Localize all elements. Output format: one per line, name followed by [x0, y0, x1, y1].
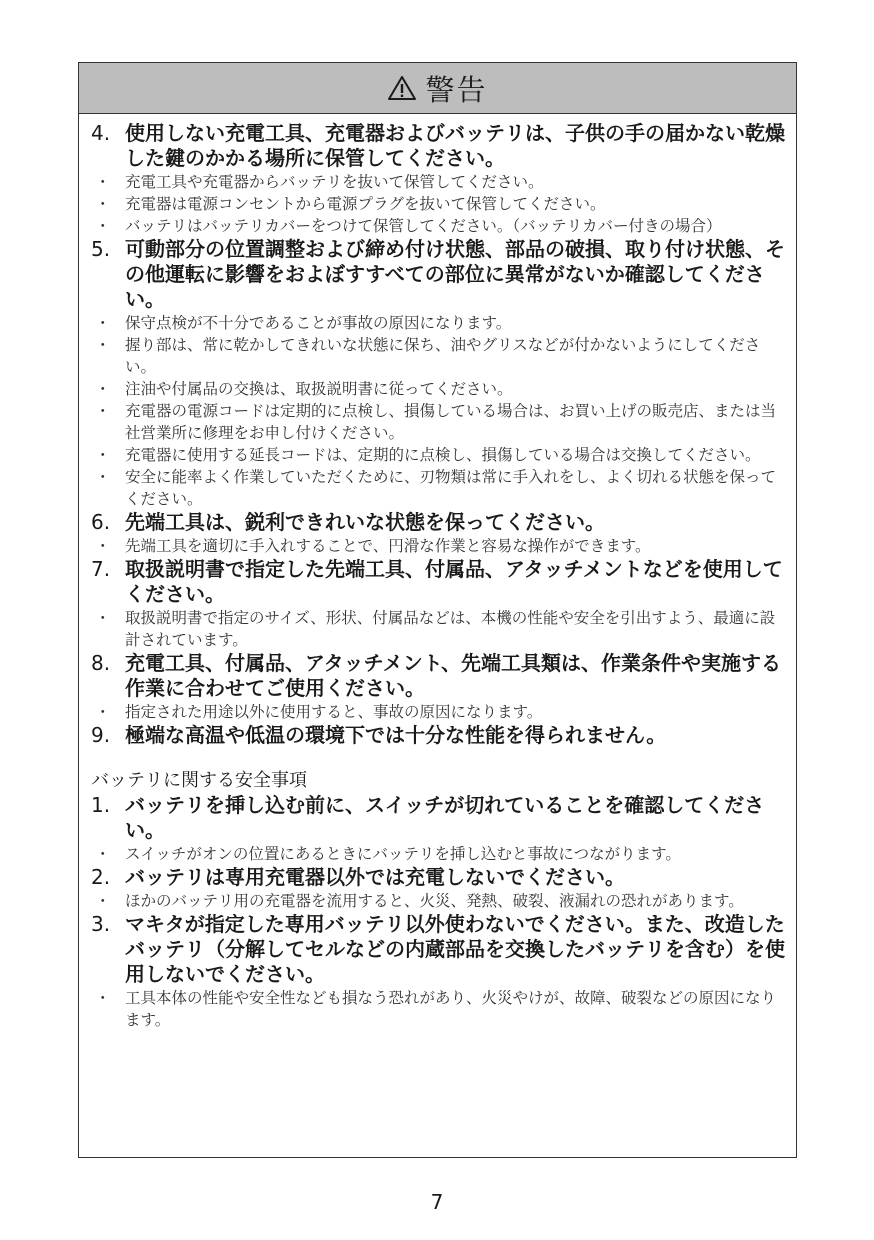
item-text: 充電工具、付属品、アタッチメント、先端工具類は、作業条件や実施する作業に合わせてご使用ください。	[125, 651, 781, 700]
item-number: 7.	[91, 557, 111, 581]
item-text: 極端な高温や低温の環境下では十分な性能を得られません。	[125, 723, 667, 747]
bullet-text: 安全に能率よく作業していただくために、刃物類は常に手入れをし、よく切れる状態を保ってください。	[125, 468, 777, 508]
bullet-text: スイッチがオンの位置にあるときにバッテリを挿し込むと事故につながります。	[125, 845, 681, 863]
bullet-dot: ・	[95, 468, 111, 486]
item-text: マキタが指定した専用バッテリ以外使わないでください。また、改造したバッテリ（分解してセルなどの内蔵部品を交換したバッテリを含む）を使用しないでください。	[125, 912, 785, 986]
item-number: 4.	[91, 121, 111, 145]
bullet-text: 充電器は電源コンセントから電源プラグを抜いて保管してください。	[125, 195, 606, 213]
item-number: 9.	[91, 723, 111, 747]
bullet-item	[91, 843, 785, 865]
item-text: 使用しない充電工具、充電器およびバッテリは、子供の手の届かない乾燥した鍵のかかる場所に保管してください。	[125, 121, 785, 170]
battery-item	[91, 865, 785, 890]
bullet-item	[91, 607, 785, 651]
warning-item	[91, 651, 785, 701]
bullet-item	[91, 378, 785, 400]
item-number: 6.	[91, 510, 111, 534]
page-number: 7	[430, 1190, 444, 1214]
bullet-dot: ・	[95, 314, 111, 332]
battery-item	[91, 793, 785, 843]
bullet-text: 指定された用途以外に使用すると、事故の原因になります。	[125, 703, 543, 721]
warning-item	[91, 510, 785, 535]
bullet-dot: ・	[95, 195, 111, 213]
bullet-dot: ・	[95, 380, 111, 398]
item-text: 先端工具は、鋭利できれいな状態を保ってください。	[125, 510, 605, 534]
warning-item	[91, 237, 785, 312]
bullet-item	[91, 890, 785, 912]
warning-item	[91, 557, 785, 607]
bullet-dot: ・	[95, 537, 111, 555]
item-number: 5.	[91, 237, 111, 261]
bullet-dot: ・	[95, 173, 111, 191]
bullet-item	[91, 444, 785, 466]
battery-item	[91, 912, 785, 987]
bullet-text: 先端工具を適切に手入れすることで、円滑な作業と容易な操作ができます。	[125, 537, 651, 555]
bullet-text: 充電器の電源コードは定期的に点検し、損傷している場合は、お買い上げの販売店、または当社営業所に修理をお申し付けください。	[125, 402, 777, 442]
bullet-item	[91, 535, 785, 557]
bullet-item	[91, 466, 785, 510]
bullet-item	[91, 193, 785, 215]
item-text: バッテリを挿し込む前に、スイッチが切れていることを確認してください。	[125, 793, 765, 842]
bullet-item	[91, 334, 785, 378]
bullet-dot: ・	[95, 402, 111, 420]
item-number: 1.	[91, 793, 111, 817]
item-text: バッテリは専用充電器以外では充電しないでください。	[125, 865, 625, 889]
bullet-text: 握り部は、常に乾かしてきれいな状態に保ち、油やグリスなどが付かないようにしてください。	[125, 336, 761, 376]
item-text: 取扱説明書で指定した先端工具、付属品、アタッチメントなどを使用してください。	[125, 557, 783, 606]
bullet-text: 充電工具や充電器からバッテリを抜いて保管してください。	[125, 173, 544, 191]
bullet-dot: ・	[95, 609, 111, 627]
bullet-item	[91, 171, 785, 193]
warning-item	[91, 121, 785, 171]
warning-triangle-icon	[387, 75, 417, 101]
bullet-text: バッテリはバッテリカバーをつけて保管してください。（バッテリカバー付きの場合）	[125, 217, 722, 235]
bullet-text: 保守点検が不十分であることが事故の原因になります。	[125, 314, 512, 332]
bullet-item	[91, 215, 785, 237]
warning-item	[91, 723, 785, 748]
bullet-dot: ・	[95, 703, 111, 721]
item-number: 3.	[91, 912, 111, 936]
bullet-text: 取扱説明書で指定のサイズ、形状、付属品などは、本機の性能や安全を引出すよう、最適に設計されています。	[125, 609, 776, 649]
bullet-dot: ・	[95, 217, 111, 235]
bullet-text: 注油や付属品の交換は、取扱説明書に従ってください。	[125, 380, 513, 398]
item-number: 8.	[91, 651, 111, 675]
item-text: 可動部分の位置調整および締め付け状態、部品の破損、取り付け状態、その他運転に影響をおよぼすすべての部位に異常がないか確認してください。	[125, 237, 785, 311]
bullet-text: ほかのバッテリ用の充電器を流用すると、火災、発熱、破裂、液漏れの恐れがあります。	[125, 892, 744, 910]
warning-content	[91, 121, 785, 1031]
bullet-dot: ・	[95, 336, 111, 354]
warning-title: 警告	[425, 72, 488, 107]
bullet-item	[91, 701, 785, 723]
bullet-dot: ・	[95, 446, 111, 464]
bullet-dot: ・	[95, 892, 111, 910]
warning-header	[79, 63, 796, 114]
item-number: 2.	[91, 865, 111, 889]
battery-section-title: バッテリに関する安全事項	[91, 770, 307, 791]
warning-box	[78, 62, 797, 1158]
bullet-item	[91, 312, 785, 334]
bullet-dot: ・	[95, 845, 111, 863]
bullet-item	[91, 987, 785, 1031]
bullet-text: 工具本体の性能や安全性なども損なう恐れがあり、火災やけが、故障、破裂などの原因になります。	[125, 989, 777, 1029]
bullet-item	[91, 400, 785, 444]
bullet-dot: ・	[95, 989, 111, 1007]
bullet-text: 充電器に使用する延長コードは、定期的に点検し、損傷している場合は交換してください。	[125, 446, 761, 464]
